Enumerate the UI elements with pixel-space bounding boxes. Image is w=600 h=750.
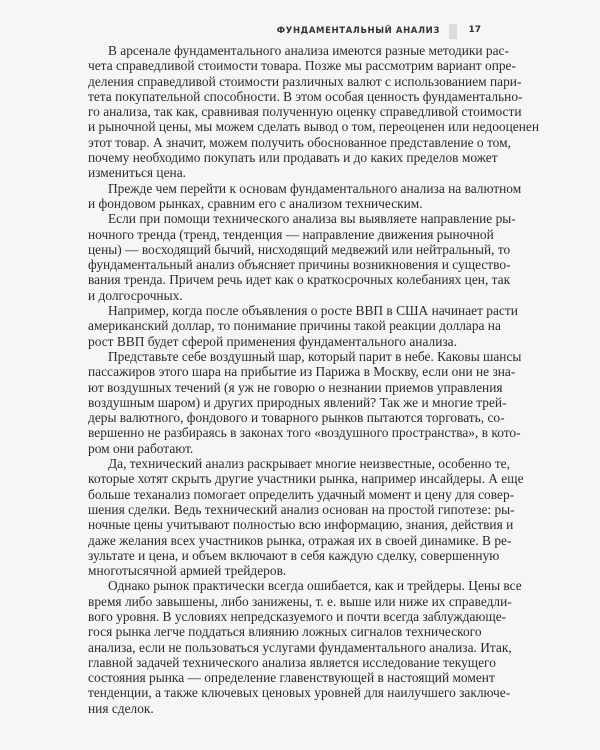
text-line: фундаментальный анализ объясняет причины возникновения и существо- (88, 257, 511, 273)
text-line: ния сделок. (88, 700, 154, 716)
text-line: цены) — восходящий бычий, нисходящий медвежий или нейтральный, то (88, 241, 511, 257)
text-line: почему необходимо покупать или продавать и до каких пределов может (88, 150, 498, 166)
text-line: чета справедливой стоимости товара. Позже мы рассмотрим вариант опре- (88, 58, 516, 74)
text-line: ют воздушных течений (я уж не говорю о незнании приемов управления (88, 379, 503, 395)
text-line: и долгосрочных. (88, 287, 183, 303)
text-line: время либо завышены, либо занижены, т. е. выше или ниже их справедли- (88, 593, 512, 609)
text-line: этот товар. А значит, можем получить обоснованное представление о том, (88, 134, 511, 150)
paragraph (88, 303, 518, 349)
text-line: анализа, если не пользоваться услугами фундаментального анализа. Итак, (88, 639, 512, 655)
text-line: и фондовом рынках, сравним его с анализом техническим. (88, 195, 423, 211)
text-line: измениться цена. (88, 165, 186, 181)
text-line: многотысячной армией трейдеров. (88, 563, 287, 579)
paragraph (88, 211, 516, 303)
text-line: Однако рынок практически всегда ошибается, как и трейдеры. Цены все (108, 578, 522, 594)
text-line: Прежде чем перейти к основам фундаментального анализа на валютном (108, 180, 522, 196)
text-line: Например, когда после объявления о росте ВВП в США начинает расти (108, 303, 518, 319)
text-line: вания тренда. Причем речь идет как о краткосрочных колебаниях цен, так (88, 272, 511, 288)
page-number: 17 (468, 25, 481, 35)
text-line: тенденции, а также ключевых ценовых уровней для наилучшего заключе- (88, 685, 511, 701)
text-line: тета покупательной способности. В этом особая ценность фундаментально- (88, 88, 523, 104)
text-line: состояния рынка — определение главенствующей в настоящий момент (88, 670, 495, 686)
text-line: ром они работают. (88, 440, 194, 456)
body-text (88, 43, 539, 716)
text-line: го анализа, так как, сравнивая полученную оценку справедливой стоимости (88, 104, 522, 120)
paragraph (88, 43, 539, 181)
text-line: главной задачей технического анализа является исследование текущего (88, 654, 496, 670)
running-header (0, 24, 481, 40)
paragraph (88, 348, 522, 456)
text-line: Да, технический анализ раскрывает многие неизвестные, особенно те, (108, 456, 510, 472)
paragraph (88, 456, 524, 579)
text-line: деры валютного, фондового и товарного рынков пытаются торговать, со- (88, 410, 505, 426)
paragraph (88, 180, 522, 212)
text-line: больше теханализ помогает определить удачный момент и цену для совер- (88, 486, 515, 502)
text-line: которые хотят скрыть другие участники рынка, например инсайдеры. А еще (88, 471, 524, 487)
text-line: воздушным шаром) и других природных явлений? Так же и многие трей- (88, 394, 507, 410)
text-line: вого уровня. В условиях непредсказуемого и почти всегда заблуждающе- (88, 608, 507, 624)
header-marker (449, 24, 457, 39)
text-line: и рыночной цены, мы можем сделать вывод о том, переоценен или недооценен (88, 119, 539, 135)
text-line: гося рынка легче поддаться влиянию ложных сигналов технического (88, 624, 482, 640)
text-line: ночные цены учитывают полностью всю информацию, знания, действия и (88, 517, 514, 533)
text-line: рост ВВП будет сферой применения фундаментального анализа. (88, 333, 457, 349)
text-line: Если при помощи технического анализа вы выявляете направление ры- (108, 211, 516, 227)
text-line: вершенно не разбираясь в законах того «воздушного пространства», в кото- (88, 425, 521, 441)
text-line: ночного тренда (тренд, тенденция — направление движения рыночной (88, 226, 494, 242)
text-line: зультате и цена, и объем включают в себя каждую сделку, совершенную (88, 547, 500, 563)
text-line: деления справедливой стоимости различных валют с использованием пари- (88, 73, 522, 89)
text-line: американский доллар, то понимание причины такой реакции доллара на (88, 318, 501, 334)
text-line: Представьте себе воздушный шар, который парит в небе. Каковы шансы (108, 348, 522, 364)
text-line: шения сделки. Ведь технический анализ основан на простой гипотезе: ры- (88, 501, 515, 517)
text-line: даже желания всех участников рынка, отражая их в своей динамике. В ре- (88, 532, 512, 548)
paragraph (88, 578, 522, 716)
text-line: В арсенале фундаментального анализа имеются разные методики рас- (108, 43, 509, 58)
text-line: пассажиров этого шара на прибытие из Парижа в Москву, если они не зна- (88, 364, 516, 380)
running-title: ФУНДАМЕНТАЛЬНЫЙ АНАЛИЗ (276, 26, 440, 36)
